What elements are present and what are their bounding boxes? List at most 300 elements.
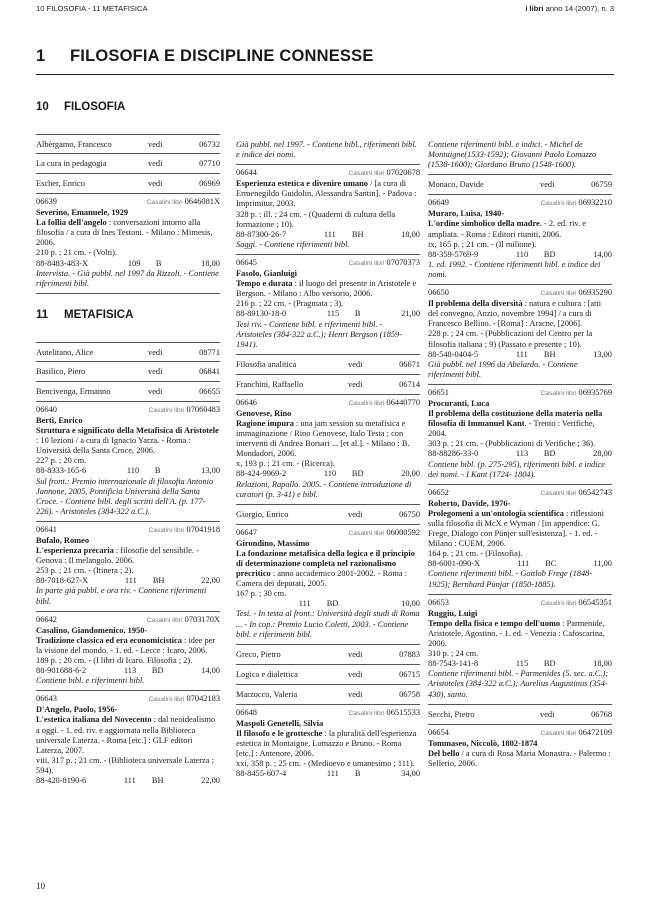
xref-code: 06750 [399, 509, 420, 519]
entry-header [428, 728, 612, 739]
bibliographic-entry [36, 612, 220, 692]
entry-price-line [36, 259, 220, 269]
entry-title: Tempo della fisica e tempo dell'uomo [428, 618, 561, 628]
entry-letter: B [354, 309, 361, 319]
entry-number: 06644 [236, 168, 257, 178]
bibliographic-entry [236, 395, 420, 505]
entry-price: 22,00 [201, 776, 220, 786]
cross-reference [428, 175, 612, 195]
xref-name: Filosofia analitica [236, 359, 297, 369]
xref-vedi: vedi [348, 509, 363, 519]
xref-code: 06758 [399, 689, 420, 699]
entry-author: Berti, Enrico [36, 415, 83, 425]
entry-letter: BD [326, 599, 339, 609]
entry-price-line [236, 599, 420, 609]
entry-imprint: : riflessioni sulla filosofia di McX e Wyman / [in appendice: G. Frege, Dialogo con Pünjer sull'esistenza]. - 1. ed. - Milano : CUEM, 2006. [428, 508, 604, 549]
entry-header [236, 168, 420, 179]
entry-author: Procuranti, Luca [428, 398, 490, 408]
header-right [525, 4, 614, 14]
entry-header [236, 398, 420, 409]
entry-letter: BD [543, 449, 556, 459]
bibliographic-entry [428, 725, 612, 773]
entry-price: 22,00 [201, 576, 220, 586]
cross-reference [236, 505, 420, 525]
entry-notes: Contiene riferimenti bibl. - Gottlob Frege (1848-1925); Bernhard Pünjar (1850-1885). [428, 569, 593, 589]
entry-price: 13,00 [593, 349, 612, 359]
entry-notes: Tesi riv. - Contiene bibl. e riferimenti bibl. - Aristoteles (384-322 a.C.); Henri Bergson (1859-1941). [236, 319, 403, 349]
entry-title: Tradizione classica ed era economicistica [36, 635, 182, 645]
entry-notes: Già pubbl. nel 1996 da Abelardo. - Contiene riferimenti bibl. [428, 359, 578, 379]
entry-imprint: : Parmenide, Aristotele, Agostino. - 1. ed. - Venezia : Cafoscarina, 2006. [428, 618, 605, 649]
chapter-number: 1 [36, 47, 46, 65]
entry-notes: Sul front.: Premio internazionale di filosofia Antonio Jannone, 2005, Pontificia Università della Santa Croce. - Contiene bibl. degli scritti dell'A. (p. 177-226). - Aristoteles (384-322 a.C.). [36, 476, 214, 516]
entry-notes: Saggi. - Contiene riferimenti bibl. [236, 239, 350, 249]
casalini-label: Casalini libri [540, 290, 577, 298]
cross-reference [36, 382, 220, 402]
casalini-code: 07060483 [186, 404, 220, 414]
entry-letter: BH [151, 776, 164, 786]
xref-vedi: vedi [348, 689, 363, 699]
entry-class: 111 [298, 599, 311, 609]
entry-title: Il problema della costituzione della materia nella filosofia di Immanuel Kant [428, 409, 603, 429]
entry-price-line [36, 666, 220, 676]
entry-author: Girondino, Massimo [236, 538, 310, 548]
cross-reference [36, 362, 220, 382]
xref-vedi: vedi [148, 366, 163, 376]
xref-code: 07710 [199, 159, 220, 168]
casalini-code: 06472109 [578, 727, 612, 737]
entry-title: L'estetica italiana del Novecento [36, 715, 152, 725]
entry-letter: BD [543, 659, 556, 669]
entry-notes: Contiene riferimenti bibl. - Parmenides (5. sec. a.C.); Aristoteles (384-322 a.C.); Aurelius Augustinus (354-430), santo. [428, 669, 609, 699]
entry-author: Casalino, Giandomenico, 1950- [36, 625, 148, 635]
casalini-label: Casalini libri [540, 389, 577, 397]
entry-letter: B [154, 466, 161, 476]
entry-price: 11,00 [593, 559, 612, 569]
entry-price: 34,00 [401, 769, 420, 779]
entry-price-line [428, 659, 612, 669]
xref-name: La cura in pedagogia [36, 159, 107, 168]
entry-pages: 303 p. ; 21 cm. - (Pubblicazioni di Verifiche ; 36). [428, 439, 596, 449]
entry-header [428, 388, 612, 399]
entry-title: La fondazione metafisica della logica e il principio di determinazione completa nel razionalismo precritico [236, 548, 415, 579]
entry-class: 111 [326, 769, 339, 779]
entry-header [428, 198, 612, 209]
entry-price-line [36, 776, 220, 786]
entry-notes: Intervista. - Già pubbl. nel 1997 da Rizzoli. - Contiene riferimenti bibl. [36, 268, 219, 288]
entry-notes: Tesi. - In testa al front.: Università degli studi di Roma ... - In cop.: Premio Lucio Coletti, 2003. - Contiene bibl. e riferimenti bibl. [236, 609, 420, 639]
casalini-label: Casalini libri [540, 599, 577, 607]
entry-pages: 189 p. ; 20 cm. - (I libri di Icaro. Filosofia ; 2). [36, 656, 193, 665]
bibliographic-entry [36, 194, 220, 294]
entry-isbn: 88-8333-165-6 [36, 466, 87, 476]
entry-price: 18,00 [401, 229, 420, 239]
entry-letter: B [155, 258, 162, 268]
casalini-label: Casalini libri [348, 259, 385, 267]
casalini-label: Casalini libri [148, 526, 185, 534]
cross-reference [36, 174, 220, 194]
entry-letter: BH [152, 576, 165, 586]
xref-name: Greco, Pietro [236, 649, 281, 659]
entry-number: 06643 [36, 694, 57, 704]
bibliographic-entry [428, 285, 612, 385]
entry-isbn: 88-548-0404-5 [428, 349, 479, 359]
entry-imprint: : 10 lezioni / a cura di Ignacio Yarza. - Roma : Università della Santa Croce, 2006. [36, 436, 191, 456]
entry-class: 110 [126, 466, 140, 476]
header-issue: anno 14 (2007), n. 3 [543, 4, 614, 13]
page-number: 10 [36, 881, 45, 891]
entry-number: 06650 [428, 288, 449, 298]
entry-isbn: 88-88286-33-0 [428, 449, 479, 459]
casalini-code: 06932210 [578, 198, 612, 208]
entry-number: 06653 [428, 597, 449, 607]
entry-title: Del bello [428, 748, 460, 758]
xref-name: Logica e dialettica [236, 669, 298, 679]
entry-isbn: 88-420-8190-6 [36, 776, 87, 786]
entry-author: Roberto, Davide, 1976- [428, 498, 511, 508]
entry-isbn: 88-359-5769-9 [428, 249, 479, 259]
chapter-rule [36, 74, 614, 75]
section-name: METAFISICA [64, 308, 134, 321]
entry-title: Esperienza estetica e divenire umano [236, 179, 368, 189]
entry-price-line [428, 449, 612, 459]
casalini-code: 06542743 [578, 487, 612, 497]
entry-number: 06654 [428, 727, 449, 737]
entry-letter: BH [543, 349, 556, 359]
casalini-code: 06545351 [578, 597, 612, 607]
entry-price-line [428, 559, 612, 569]
entry-imprint: : il luogo del presente in Aristotele e Bergson. - Milano : Albo versorio, 2006. [236, 279, 417, 299]
casalini-label: Casalini libri [540, 200, 577, 208]
xref-vedi: vedi [348, 649, 363, 659]
xref-name: Basilico, Piero [36, 366, 86, 376]
entry-notes: In parte già pubbl. e ora riv. - Contiene riferimenti bibl. [36, 586, 207, 606]
column-3 [428, 137, 612, 773]
entry-isbn: 88-7543-141-8 [428, 659, 479, 669]
entry-isbn: 88-8483-483-X [36, 258, 89, 268]
entry-number: 06646 [236, 397, 257, 407]
entry-number: 06639 [36, 197, 57, 206]
bibliographic-entry [36, 522, 220, 612]
header-left: 10 FILOSOFIA - 11 METAFISICA [36, 4, 148, 13]
entry-number: 06641 [36, 524, 57, 534]
section-name: FILOSOFIA [64, 101, 126, 113]
entry-imprint: : idee per la visione del mondo. - 1. ed. - Lecce : Icaro, 2006. [36, 635, 216, 655]
xref-code: 06841 [199, 366, 220, 376]
entry-class: 113 [123, 666, 137, 676]
entry-author: Severino, Emanuele, 1929 [36, 208, 129, 218]
column-2 [236, 137, 420, 783]
entry-letter: BD [351, 469, 364, 479]
entry-title: Tempo e durata [236, 279, 293, 289]
entry-author: Tommaseo, Niccolò, 1802-1874 [428, 738, 538, 748]
entry-notes: Contiene riferimenti bibl. e indici. - Michel de Montaigne(1533-1592); Giovanni Paolo Lomazzo (1538-1600); Giordano Bruno (1548-1600). [428, 140, 597, 170]
casalini-code: 06935769 [578, 387, 612, 397]
casalini-label: Casalini libri [148, 406, 185, 414]
entry-pages: 310 p. ; 24 cm. [428, 649, 479, 659]
casalini-code: 07041918 [186, 524, 220, 534]
entry-letter: BC [545, 559, 557, 569]
bibliographic-entry [36, 691, 220, 790]
entry-imprint: : la pluralità dell'esperienza estetica in Montaigne, Lomazzo e Bruno. - Roma [etc.] : Antenore, 2006. [236, 728, 417, 759]
entry-isbn: 88-424-9969-2 [236, 469, 287, 479]
xref-vedi: vedi [348, 359, 363, 369]
entry-class: 115 [515, 659, 529, 669]
xref-name: Escher, Enrico [36, 179, 85, 188]
entry-isbn: 88-901688-6-2 [36, 666, 87, 676]
section-10-title [36, 100, 220, 114]
entry-price-line [236, 469, 420, 479]
entry-notes: Relazioni, Rapallo. 2005. - Contiene introduzione di curatori (p. 3-41) e bibl. [236, 479, 412, 499]
xref-code: 06768 [591, 709, 612, 719]
entry-imprint: : conversazioni intorno alla filosofia / a cura di Ines Testoni. - Milano : Mimesis, 2006. [36, 218, 213, 248]
bibliographic-entry [236, 705, 420, 784]
continued-notes [428, 137, 612, 175]
entry-author: Genovese, Rino [236, 408, 292, 418]
entry-author: Muraro, Luisa, 1940- [428, 209, 505, 219]
bibliographic-entry [428, 385, 612, 485]
entry-number: 06651 [428, 387, 449, 397]
entry-pages: x, 193 p. ; 21 cm. - (Ricerca). [236, 459, 335, 469]
casalini-label: Casalini libri [348, 529, 385, 537]
casalini-label: Casalini libri [146, 616, 183, 624]
xref-name: Albèrgamo, Francesco [36, 140, 112, 149]
cross-reference [236, 645, 420, 665]
entry-title: L'ordine simbolico della madre [428, 219, 540, 229]
chapter-title [36, 47, 374, 65]
xref-name: Bencivenga, Ermanno [36, 386, 111, 396]
xref-vedi: vedi [148, 386, 163, 396]
entry-imprint: : natura e cultura : [atti del convegno, Anzio, novembre 1994] / a cura di Francesco Bellino. - [Roma] : Aracne, [2006]. [428, 299, 602, 329]
xref-name: Autelitano, Alice [36, 347, 94, 357]
entry-class: 115 [326, 309, 340, 319]
xref-vedi: vedi [540, 180, 555, 190]
cross-reference [36, 154, 220, 174]
chapter-name: FILOSOFIA E DISCIPLINE CONNESSE [70, 47, 374, 65]
entry-header [236, 528, 420, 539]
entry-title: Il problema della diversità [428, 299, 523, 309]
entry-header [236, 258, 420, 269]
xref-name: Monaco, Davide [428, 180, 484, 190]
cross-reference [36, 134, 220, 154]
continued-notes [236, 137, 420, 165]
entry-imprint: : filosofie del sensibile. - Genova : Il melangolo, 2006. [36, 546, 199, 566]
entry-isbn: 88-87300-26-7 [236, 229, 287, 239]
entry-letter: BD [151, 666, 164, 676]
entry-header [36, 197, 220, 208]
entry-class: 111 [515, 349, 528, 359]
cross-reference [236, 665, 420, 685]
entry-price: 14,00 [593, 249, 612, 259]
entry-imprint: / a cura di Rosa Maria Monastra. - Palermo : Sellerio, 2006. [428, 748, 611, 768]
entry-title: Struttura e significato della Metafisica di Aristotele [36, 426, 219, 436]
xref-name: Secchi, Pietro [428, 709, 475, 719]
entry-class: 110 [323, 469, 337, 479]
entry-isbn: 88-6001-090-X [428, 559, 481, 569]
entry-price: 21,00 [401, 309, 420, 319]
entry-pages: 328 p. : ill. ; 24 cm. - (Quaderni di cultura della formazione ; 10). [236, 209, 396, 229]
section-number: 10 [36, 101, 49, 113]
xref-vedi: vedi [148, 159, 163, 168]
entry-price: 14,00 [201, 666, 220, 676]
entry-number: 06648 [236, 707, 257, 717]
entry-price: 18,00 [201, 258, 220, 268]
entry-notes: Contiene bibl. e riferimenti bibl. [36, 676, 145, 686]
casalini-code: 0703170X [184, 614, 220, 624]
bibliographic-entry [36, 402, 220, 522]
xref-vedi: vedi [348, 669, 363, 679]
bibliographic-entry [236, 165, 420, 255]
casalini-code: 07020678 [386, 168, 420, 178]
entry-notes: Contiene bibl. (p. 275-295), riferimenti bibl. e indice dei nomi. - I Kant (1724- 1804). [428, 459, 606, 479]
entry-title: La follia dell'angelo [36, 218, 107, 228]
xref-code: 06715 [399, 669, 420, 679]
entry-header [428, 598, 612, 609]
entry-imprint: : una jam session su metafisica e immaginazione / Rino Genovese, Italo Testa ; con interventi di Andrea Borsari ... [et al.]. - Milano : B. Mondadori, 2006. [236, 418, 410, 459]
entry-header [36, 615, 220, 626]
entry-pages: viii, 317 p. ; 21 cm. - (Biblioteca universale Laterza ; 594). [36, 755, 214, 775]
entry-title: Il filosofo e le grottesche [236, 728, 323, 738]
entry-letter: BD [543, 249, 556, 259]
casalini-label: Casalini libri [348, 170, 385, 178]
xref-vedi: vedi [540, 709, 555, 719]
entry-price: 28,00 [593, 449, 612, 459]
entry-number: 06652 [428, 487, 449, 497]
cross-reference [36, 342, 220, 362]
entry-price-line [236, 769, 420, 779]
entry-notes: Già pubbl. nel 1997. - Contiene bibl., riferimenti bibl. e indice dei nomi. [236, 140, 417, 160]
entry-price-line [428, 350, 612, 360]
entry-pages: 164 p. ; 21 cm. - (Filosofia). [428, 549, 523, 559]
xref-vedi: vedi [148, 179, 163, 188]
entry-imprint: . - 2. ed. riv. e ampliata. - Roma : Editori riuniti, 2006. [428, 219, 586, 239]
entry-class: 109 [127, 258, 141, 268]
entry-header [36, 405, 220, 416]
entry-number: 06647 [236, 527, 257, 537]
entry-title: Prolegomeni a un'ontologia scientifica [428, 508, 564, 518]
xref-code: 06969 [199, 179, 220, 188]
xref-name: Franchini, Raffaello [236, 379, 304, 389]
entry-imprint: / [a cura di Ermenegildo Guidolin, Alessandra Santin]. - Padova : Imprimitur, 2003. [236, 179, 417, 209]
entry-author: Fasolo, Gianluigi [236, 269, 297, 279]
cross-reference [236, 375, 420, 395]
xref-name: Marzocco, Valeria [236, 689, 298, 699]
entry-class: 111 [124, 576, 137, 586]
entry-pages: 253 p. ; 21 cm. - (Itinera ; 2). [36, 566, 134, 576]
casalini-label: Casalini libri [148, 696, 185, 704]
entry-header [428, 288, 612, 299]
entry-author: Maspoli Genetelli, Silvia [236, 718, 324, 728]
entry-pages: xxi, 358 p. ; 25 cm. - (Medioevo e umanesimo ; 111). [236, 759, 415, 769]
entry-price-line [236, 309, 420, 319]
entry-class: 111 [123, 776, 136, 786]
xref-vedi: vedi [348, 379, 363, 389]
entry-header [36, 694, 220, 705]
entry-title: Ragione impura [236, 418, 294, 428]
entry-price: 13,00 [201, 466, 220, 476]
entry-letter: BH [351, 229, 364, 239]
casalini-code: 06000592 [386, 527, 420, 537]
entry-isbn: 88-8455-607-4 [236, 769, 287, 779]
casalini-code: 06440770 [386, 397, 420, 407]
entry-class: 111 [517, 559, 530, 569]
entry-header [428, 488, 612, 499]
bibliographic-entry [428, 195, 612, 285]
cross-reference [236, 685, 420, 705]
entry-number: 06642 [36, 614, 57, 624]
entry-pages: 216 p. ; 22 cm. - (Pragmata ; 3). [236, 299, 344, 309]
entry-isbn: 88-89130-18-0 [236, 309, 287, 319]
entry-pages: 228 p. ; 24 cm. - (Pubblicazioni del Centro per la filosofia italiana ; 9) (Passato e presente ; 10). [428, 329, 593, 349]
entry-number: 06649 [428, 198, 449, 208]
casalini-label: Casalini libri [348, 709, 385, 717]
entry-number: 06645 [236, 257, 257, 267]
entry-imprint: . - Trento : Verifiche, 2004. [428, 419, 595, 439]
entry-author: Bufalo, Romeo [36, 535, 90, 545]
casalini-label: Casalini libri [146, 199, 183, 206]
entry-author: D'Angelo, Paolo, 1956- [36, 705, 118, 715]
header-journal: i libri [525, 4, 544, 13]
xref-code: 06759 [591, 180, 612, 190]
entry-pages: 167 p. ; 30 cm. [236, 589, 287, 599]
entry-header [36, 525, 220, 536]
entry-price-line [236, 230, 420, 240]
section-number: 11 [36, 308, 49, 321]
entry-class: 110 [515, 249, 529, 259]
xref-code: 06655 [199, 386, 220, 396]
entry-price: 10,00 [401, 599, 420, 609]
entry-price: 20,00 [401, 469, 420, 479]
casalini-code: 07042183 [186, 694, 220, 704]
cross-reference [236, 355, 420, 375]
casalini-label: Casalini libri [540, 489, 577, 497]
bibliographic-entry [236, 525, 420, 645]
entry-title: L'esperienza precaria [36, 546, 114, 556]
xref-code: 08771 [199, 347, 220, 357]
cross-reference [428, 705, 612, 725]
xref-vedi: vedi [148, 347, 163, 357]
entry-notes: 1. ed. 1992. - Contiene riferimenti bibl. e indice dei nomi. [428, 259, 601, 279]
xref-code: 06671 [399, 359, 420, 369]
entry-imprint: : anno accademico 2001-2002. - Roma : Camera dei deputati, 2005. [236, 569, 408, 589]
casalini-code: 07070373 [386, 257, 420, 267]
casalini-label: Casalini libri [348, 399, 385, 407]
entry-price-line [36, 466, 220, 476]
xref-code: 06714 [399, 379, 420, 389]
entry-price-line [428, 250, 612, 260]
entry-pages: ix, 165 p. ; 21 cm. - (Il milione). [428, 239, 537, 249]
running-header [36, 4, 614, 16]
entry-number: 06640 [36, 404, 57, 414]
entry-pages: 210 p. ; 21 cm. - (Volti). [36, 248, 118, 258]
column-1 [36, 96, 220, 790]
entry-class: 111 [323, 229, 336, 239]
xref-name: Giorgio, Enrico [236, 509, 289, 519]
xref-code: 06732 [199, 140, 220, 149]
xref-vedi: vedi [148, 140, 163, 149]
entry-letter: B [354, 769, 361, 779]
entry-price-line [36, 576, 220, 586]
casalini-label: Casalini libri [540, 729, 577, 737]
entry-isbn: 88-7018-627-X [36, 576, 89, 586]
entry-price: 18,00 [593, 659, 612, 669]
casalini-code: 06935290 [578, 288, 612, 298]
casalini-code: 0646081X [184, 197, 220, 206]
section-11-title [36, 308, 220, 322]
bibliographic-entry [236, 255, 420, 355]
entry-header [236, 708, 420, 719]
bibliographic-entry [428, 595, 612, 705]
